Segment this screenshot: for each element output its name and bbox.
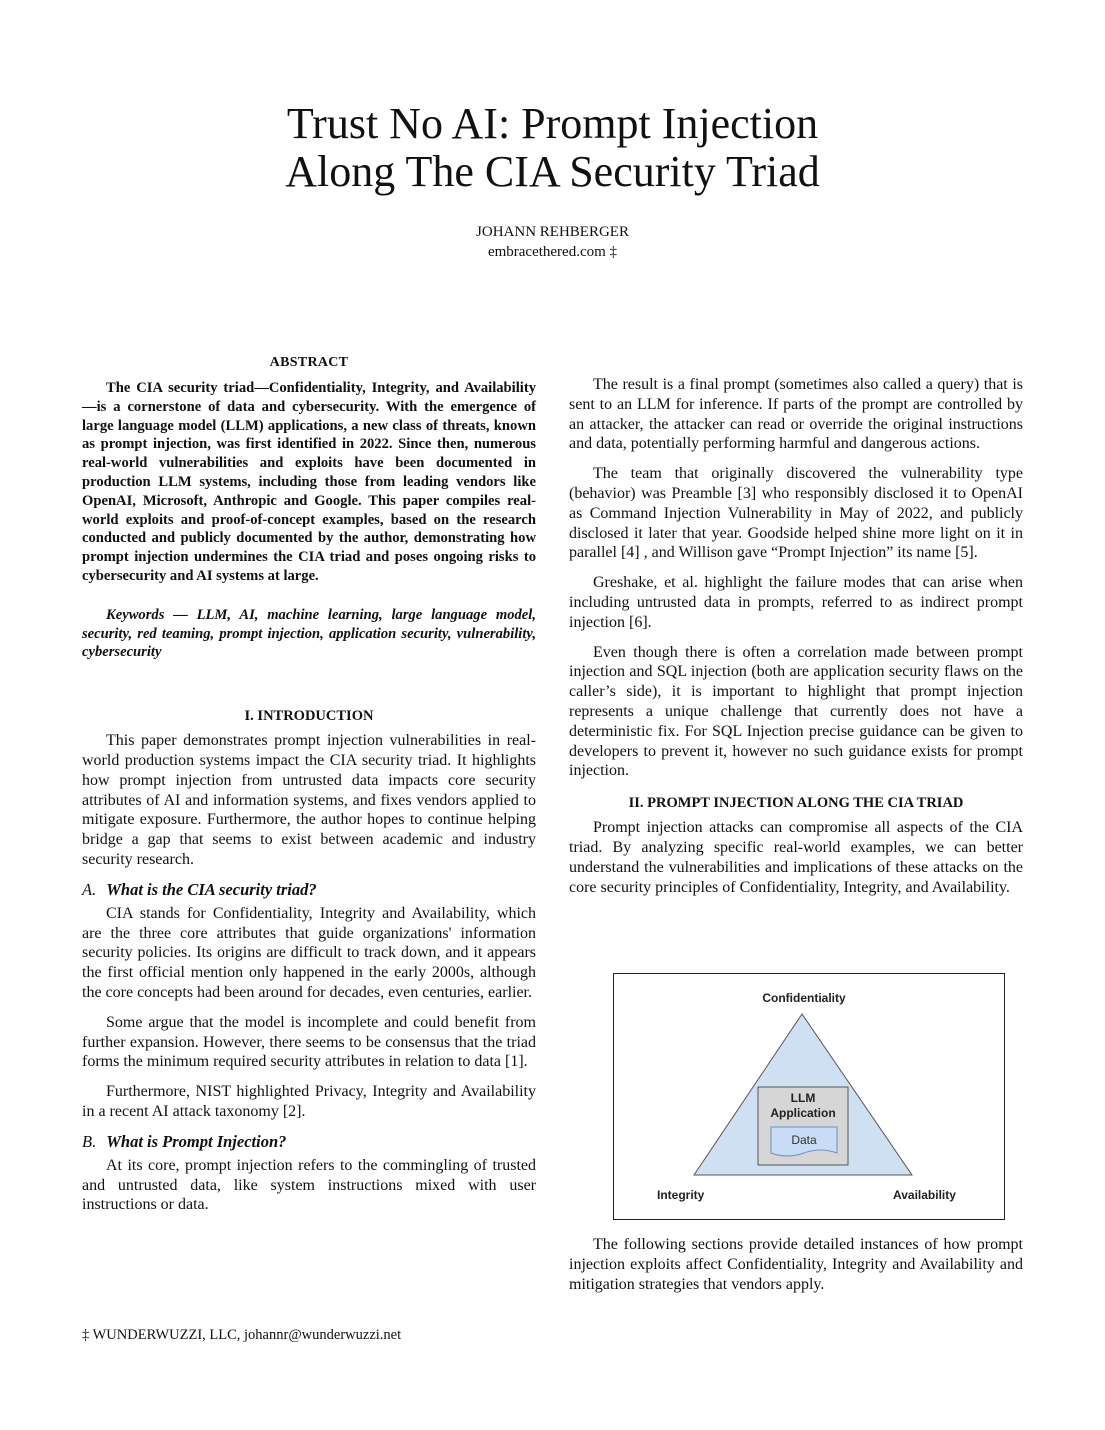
cia-triad-figure <box>613 973 1005 1220</box>
left-column <box>82 355 536 1225</box>
availability-label: Availability <box>893 1188 956 1202</box>
subsection-b-heading <box>82 1132 536 1152</box>
author-block <box>0 222 1105 262</box>
llm-box-line-1: LLM <box>790 1091 816 1105</box>
cia-triad-diagram <box>614 974 1004 1219</box>
prompt-injection-paragraph: At its core, prompt injection refers to the commingling of trusted and untrusted data, like system instructions mixed with user instructions or data. <box>82 1156 536 1214</box>
right-column-bottom <box>569 1235 1023 1304</box>
confidentiality-label: Confidentiality <box>762 991 846 1005</box>
abstract-heading: ABSTRACT <box>269 355 349 370</box>
keywords: Keywords — LLM, AI, machine learning, large language model, security, red teaming, prompt injection, application security, vulnerability, cybersecurity <box>82 606 536 661</box>
right-paragraph-6: The following sections provide detailed instances of how prompt injection exploits affect Confidentiality, Integrity and Availability and mitigation strategies that vendors apply. <box>569 1236 1023 1293</box>
title-line-2: Along The CIA Security Triad <box>285 147 820 196</box>
right-paragraph-5: Prompt injection attacks can compromise all aspects of the CIA triad. By analyzing specific real-world examples, we can better understand the vulnerabilities and implications of these attacks on the core security principles of Confidentiality, Integrity, and Availability. <box>569 819 1023 896</box>
paper-title <box>0 100 1105 196</box>
cia-paragraph-2: Some argue that the model is incomplete and could benefit from further expansion. However, there seems to be consensus that the triad forms the minimum required security attributes in relation to data [1]. <box>82 1013 536 1071</box>
section-2-heading: II. PROMPT INJECTION ALONG THE CIA TRIAD <box>628 795 964 812</box>
right-paragraph-3: Greshake, et al. highlight the failure modes that can arise when including untrusted data in prompts, referred to as indirect prompt injection [6]. <box>569 574 1023 631</box>
subsection-b-title: What is Prompt Injection? <box>106 1131 287 1151</box>
author-website: embracethered.com ‡ <box>487 244 618 260</box>
subsection-a-label: A. <box>82 879 97 899</box>
subsection-a-heading <box>82 880 536 900</box>
data-label: Data <box>791 1133 817 1147</box>
llm-box-line-2: Application <box>770 1106 836 1120</box>
right-paragraph-4: Even though there is often a correlation made between prompt injection and SQL injection (both are application security flaws on the caller’s side), it is important to highlight that prompt injection represents a unique challenge that currently does not have a deterministic fix. For SQL Injection precise guidance can be given to developers to prevent it, however no such guidance exists for prompt injection. <box>569 643 1023 780</box>
section-1-heading: I. INTRODUCTION <box>244 708 374 725</box>
subsection-b-label: B. <box>82 1131 97 1151</box>
cia-paragraph-3: Furthermore, NIST highlighted Privacy, Integrity and Availability in a recent AI attack taxonomy [2]. <box>82 1083 536 1120</box>
abstract-text: The CIA security triad—Confidentiality, Integrity, and Availability—is a cornerstone of data and cybersecurity. With the emergence of large language model (LLM) applications, a new class of threats, known as prompt injection, was first identified in 2022. Since then, numerous real-world vulnerabilities and exploits have been documented in production LLM systems, including those from leading vendors like OpenAI, Microsoft, Anthropic and Google. This paper compiles real-world exploits and proof-of-concept examples, based on the research conducted and publicly documented by the author, demonstrating how prompt injection undermines the CIA triad and poses ongoing risks to cybersecurity and AI systems at large. <box>82 380 536 584</box>
right-paragraph-2: The team that originally discovered the vulnerability type (behavior) was Preamble [3] who responsibly disclosed it to OpenAI as Command Injection Vulnerability in May of 2022, and publicly disclosed it later that year. Goodside helped shine more light on it in parallel [4] , and Willison gave “Prompt Injection” its name [5]. <box>569 465 1023 562</box>
intro-paragraph: This paper demonstrates prompt injection vulnerabilities in real-world production systems impact the CIA security triad. It highlights how prompt injection from untrusted data impacts core security attributes of AI and information systems, and fixes vendors applied to mitigate exposure. Furthermore, the author hopes to continue helping bridge a gap that seems to exist between academic and industry security research. <box>82 732 536 868</box>
integrity-label: Integrity <box>657 1188 705 1202</box>
affiliation-footnote: ‡ WUNDERWUZZI, LLC, johannr@wunderwuzzi.net <box>82 1327 402 1343</box>
right-column <box>569 375 1023 907</box>
author-name: JOHANN REHBERGER <box>476 224 629 240</box>
subsection-a-title: What is the CIA security triad? <box>106 879 317 899</box>
cia-paragraph-1: CIA stands for Confidentiality, Integrity and Availability, which are the three core attributes that guide organizations' information security policies. Its origins are difficult to track down, and it appears the first official mention only happened in the early 2000s, although the core concepts had been around for decades, even centuries, earlier. <box>82 904 536 1001</box>
title-line-1: Trust No AI: Prompt Injection <box>286 99 819 148</box>
right-paragraph-1: The result is a final prompt (sometimes also called a query) that is sent to an LLM for inference. If parts of the prompt are controlled by an attacker, the attacker can read or override the original instructions and data, potentially performing harmful and dangerous actions. <box>569 376 1023 453</box>
